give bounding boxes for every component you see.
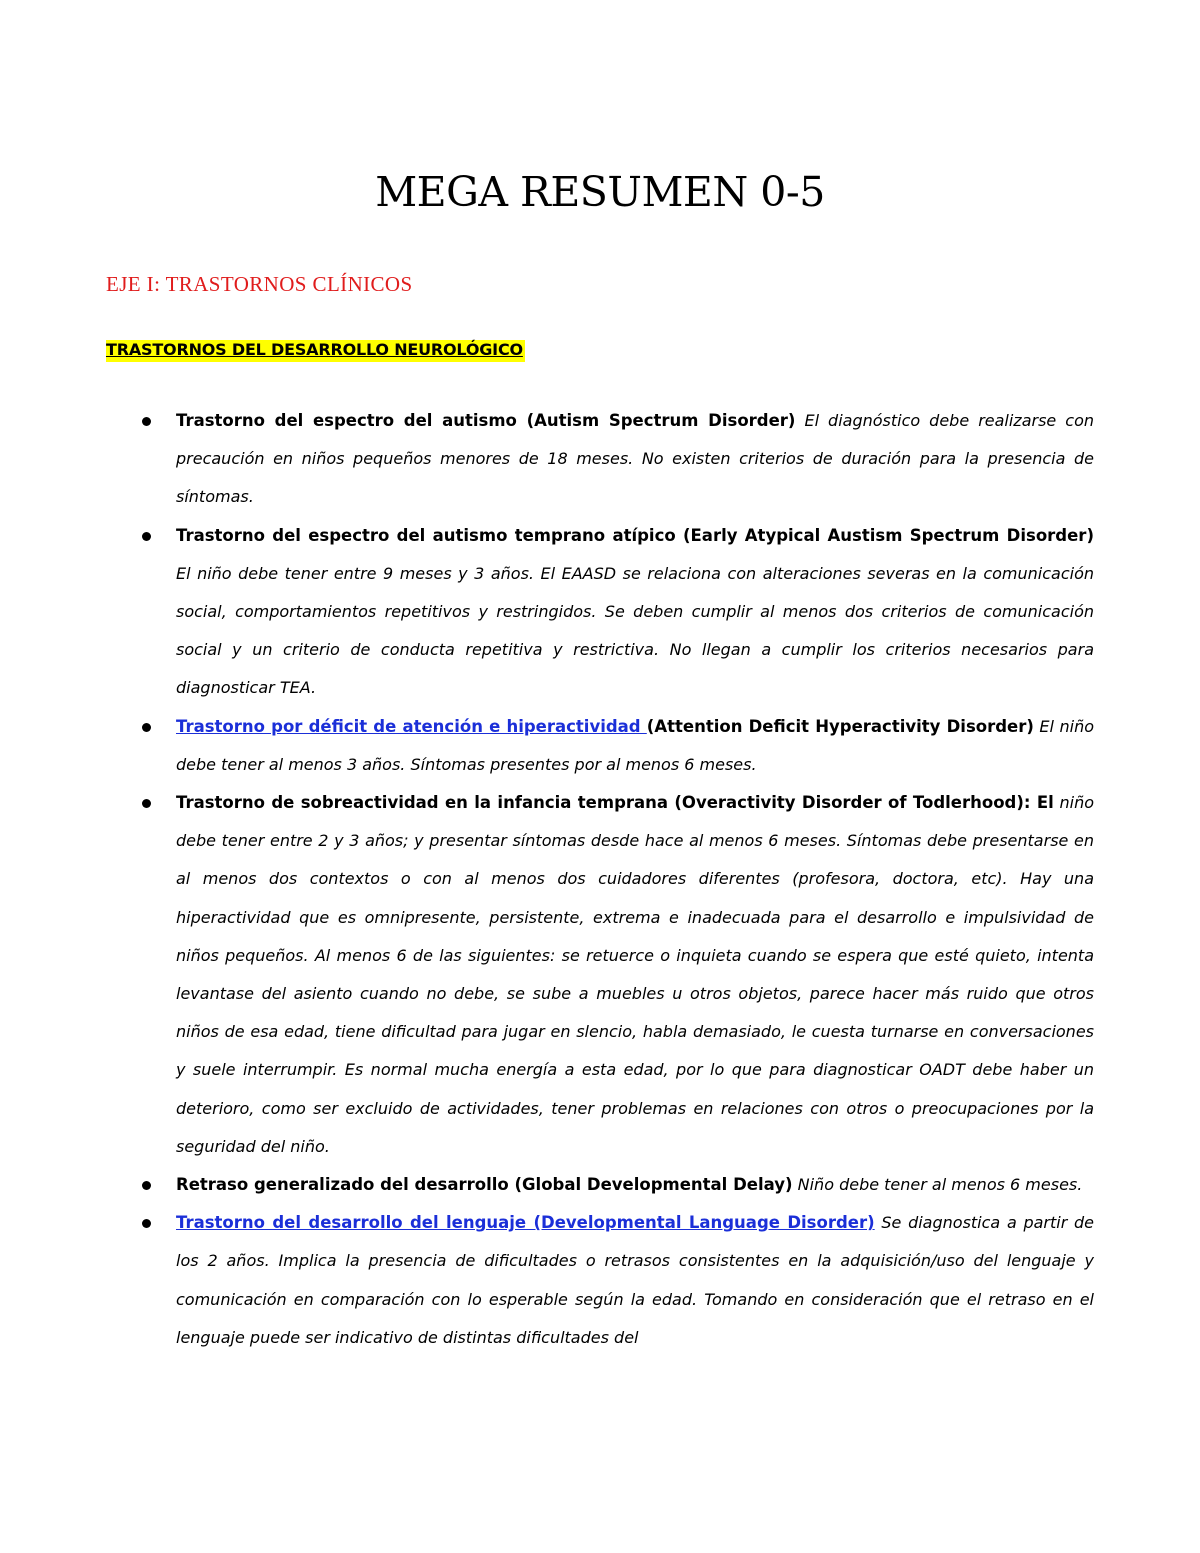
list-item [176,1204,1094,1357]
list-item [176,708,1094,784]
item-description: niño debe tener entre 2 y 3 años; y presentar síntomas desde hace al menos 6 meses. Síntomas debe presentarse en al menos dos contextos o con al menos dos cuidadores diferentes (profesora, doctora, etc). Hay una hiperactividad que es omnipresente, persistente, extrema e inadecuada para el desarrollo e impulsividad de niños pequeños. Al menos 6 de las siguientes: se retuerce o inquieta cuando se espera que esté quieto, intenta levantase del asiento cuando no debe, se sube a muebles u otros objetos, parece hacer más ruido que otros niños de esa edad, tiene dificultad para jugar en slencio, habla demasiado, le cuesta turnarse en conversaciones y suele interrumpir. Es normal mucha energía a esta edad, por lo que para diagnosticar OADT debe haber un deterioro, como ser excluido de actividades, tener problemas en relaciones con otros o preocupaciones por la seguridad del niño. [176,793,1094,1156]
list-item [176,1166,1094,1204]
bullet-icon [142,1219,151,1228]
bullet-icon [142,417,151,426]
section-heading: TRASTORNOS DEL DESARROLLO NEUROLÓGICO [106,340,525,362]
item-description: El niño debe tener entre 9 meses y 3 años. El EAASD se relaciona con alteraciones severas en la comunicación social, comportamientos repetitivos y restringidos. Se deben cumplir al menos dos criterios de comunicación social y un criterio de conducta repetitiva y restrictiva. No llegan a cumplir los criterios necesarios para diagnosticar TEA. [176,563,1094,698]
item-english-name: (Attention Deficit Hyperactivity Disorder) [646,716,1034,736]
list-item [176,402,1094,517]
axis-heading: EJE I: TRASTORNOS CLÍNICOS [106,272,413,296]
item-name: Trastorno del espectro del autismo temprano atípico [176,525,683,545]
bullet-icon [142,532,151,541]
list-item [176,784,1094,1166]
list-item [176,517,1094,708]
item-name: Trastorno de sobreactividad en la infancia temprana [176,793,675,813]
bullet-icon [142,1181,151,1190]
item-name: Trastorno del espectro del autismo [176,411,527,430]
item-description: El niño debe tener al menos 3 años. Síntomas presentes por al menos 6 meses. [176,716,1094,774]
item-description: Niño debe tener al menos 6 meses. [792,1175,1083,1195]
item-name: Retraso generalizado del desarrollo [176,1175,515,1195]
bullet-icon [142,723,151,732]
item-english-name: (Autism Spectrum Disorder) [526,411,796,430]
document-title: MEGA RESUMEN 0-5 [375,168,825,216]
bullet-icon [142,799,151,808]
item-english-name: (Overactivity Disorder of Todlerhood): El [674,793,1054,813]
adhd-link[interactable]: Trastorno por déficit de atención e hiperactividad [176,716,647,736]
disorder-list [176,402,1094,1357]
item-description: El diagnóstico debe realizarse con precaución en niños pequeños menores de 18 meses. No existen criterios de duración para la presencia de síntomas. [176,411,1094,507]
item-english-name: (Global Developmental Delay) [514,1175,793,1195]
item-description: Se diagnostica a partir de los 2 años. Implica la presencia de dificultades o retrasos consistentes en la adquisición/uso del lenguaje y comunicación en comparación con lo esperable según la edad. Tomando en consideración que el retraso en el lenguaje puede ser indicativo de distintas dificultades del [176,1213,1095,1347]
item-english-name: (Early Atypical Austism Spectrum Disorder) [683,525,1094,545]
language-disorder-link[interactable]: Trastorno del desarrollo del lenguaje (Developmental Language Disorder) [176,1213,875,1233]
